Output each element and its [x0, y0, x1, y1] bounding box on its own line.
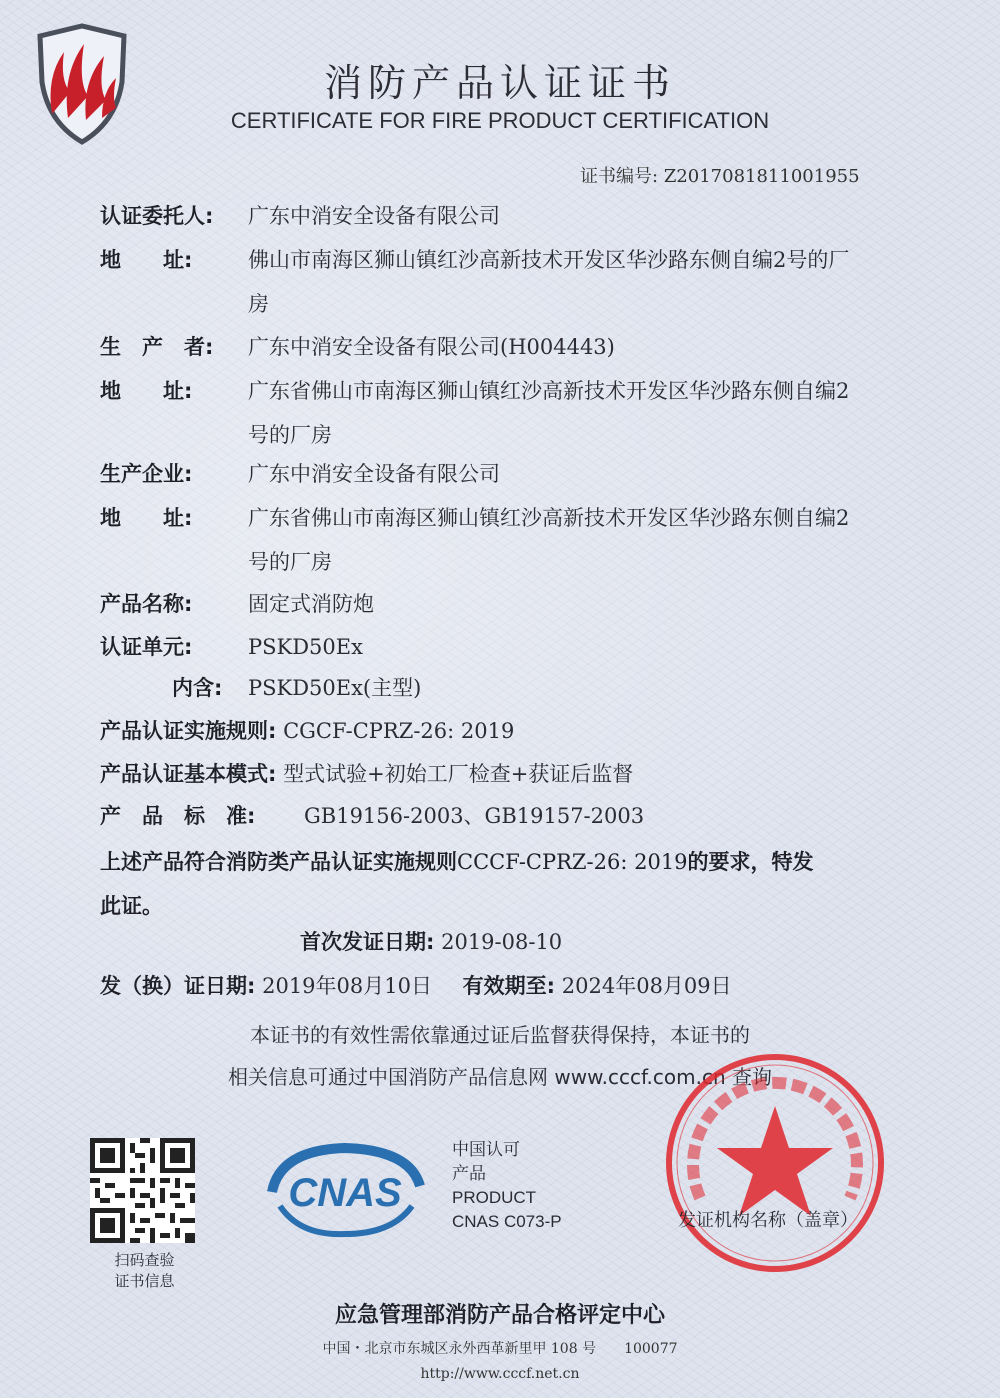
field-product-name — [100, 582, 374, 626]
qr-caption-line-2: 证书信息 — [114, 1272, 175, 1290]
valid-until-label: 有效期至: — [462, 974, 556, 998]
issuer-label: 发证机构名称（盖章） — [678, 1210, 858, 1231]
issue-date-value: 2019年08月10日 — [262, 974, 432, 998]
qr-caption-line-1: 扫码查验 — [114, 1251, 175, 1269]
certificate-title-cn: 消防产品认证证书 — [323, 61, 676, 105]
cnas-logo-text: CNAS — [288, 1171, 402, 1215]
product-name-label: 产品名称: — [100, 592, 193, 616]
cnas-line-4: CNAS C073-P — [452, 1212, 562, 1231]
certificate-number-label: 证书编号: — [580, 166, 659, 187]
certificate-number-value: Z2017081811001955 — [663, 166, 860, 187]
notice-line-2: 相关信息可通过中国消防产品信息网 www.cccf.com.cn 查询 — [228, 1065, 772, 1089]
qr-caption — [92, 1250, 197, 1292]
address-3-label: 地 址: — [100, 506, 193, 530]
address-1-line-2: 房 — [248, 292, 269, 316]
product-name-value: 固定式消防炮 — [248, 592, 374, 616]
field-contains — [172, 666, 421, 710]
certificate-number — [580, 162, 860, 188]
declaration-part-2: 的要求，特发 — [687, 850, 814, 874]
cert-unit-value: PSKD50Ex — [248, 635, 363, 659]
cnas-line-2: 产品 — [452, 1164, 486, 1183]
declaration — [100, 840, 870, 928]
qr-code-icon[interactable] — [90, 1138, 195, 1243]
address-2-line-2: 号的厂房 — [248, 423, 332, 447]
enterprise-value: 广东中消安全设备有限公司 — [248, 462, 500, 486]
field-address-1 — [100, 238, 849, 326]
issue-and-validity — [100, 964, 732, 1008]
notice-line-1: 本证书的有效性需依靠通过证后监督获得保持，本证书的 — [250, 1023, 750, 1047]
contains-value: PSKD50Ex(主型) — [248, 676, 422, 700]
standard-value: GB19156-2003、GB19157-2003 — [304, 804, 645, 828]
address-2-label: 地 址: — [100, 379, 193, 403]
producer-value: 广东中消安全设备有限公司(H004443) — [248, 335, 615, 359]
issuing-organization: 应急管理部消防产品合格评定中心 — [334, 1303, 665, 1328]
field-enterprise — [100, 452, 500, 496]
declaration-line-2: 此证。 — [100, 894, 163, 918]
cnas-line-1: 中国认可 — [452, 1140, 520, 1159]
field-standard — [100, 794, 644, 838]
standard-label: 产 品 标 准: — [100, 804, 256, 828]
field-cert-unit — [100, 625, 363, 669]
field-address-2 — [100, 369, 849, 457]
valid-until-value: 2024年08月09日 — [561, 974, 732, 998]
issue-date-label: 发（换）证日期: — [100, 974, 256, 998]
contains-label: 内含: — [172, 676, 223, 700]
field-producer — [100, 325, 615, 369]
field-address-3 — [100, 496, 849, 584]
cnas-logo-icon — [260, 1140, 430, 1240]
declaration-part-1: 上述产品符合消防类产品认证实施规则 — [100, 850, 457, 874]
cert-mode-value: 型式试验+初始工厂检查+获证后监督 — [283, 762, 634, 786]
client-label: 认证委托人: — [100, 204, 214, 228]
address-2-line-1: 广东省佛山市南海区狮山镇红沙高新技术开发区华沙路东侧自编2 — [248, 379, 850, 403]
field-impl-rule — [100, 709, 514, 753]
cert-unit-label: 认证单元: — [100, 635, 193, 659]
address-3-line-1: 广东省佛山市南海区狮山镇红沙高新技术开发区华沙路东侧自编2 — [248, 506, 850, 530]
first-issue-value: 2019-08-10 — [441, 930, 563, 954]
certificate-title-en: CERTIFICATE FOR FIRE PRODUCT CERTIFICATION — [230, 108, 770, 133]
impl-rule-value: CGCF-CPRZ-26: 2019 — [283, 719, 515, 743]
organization-url[interactable]: http://www.cccf.net.cn — [420, 1366, 580, 1382]
cert-mode-label: 产品认证基本模式: — [100, 762, 277, 786]
producer-label: 生 产 者: — [100, 335, 214, 359]
address-1-line-1: 佛山市南海区狮山镇红沙高新技术开发区华沙路东侧自编2号的厂 — [248, 248, 850, 272]
enterprise-label: 生产企业: — [100, 462, 193, 486]
field-client — [100, 194, 500, 238]
first-issue-label: 首次发证日期: — [300, 930, 435, 954]
field-cert-mode — [100, 752, 633, 796]
cnas-accreditation — [452, 1138, 562, 1234]
impl-rule-label: 产品认证实施规则: — [100, 719, 277, 743]
cnas-line-3: PRODUCT — [452, 1188, 537, 1207]
first-issue-date — [300, 920, 562, 964]
address-3-line-2: 号的厂房 — [248, 550, 332, 574]
official-seal-icon — [660, 1048, 890, 1278]
address-1-label: 地 址: — [100, 248, 193, 272]
client-value: 广东中消安全设备有限公司 — [248, 204, 500, 228]
declaration-code: CCCF-CPRZ-26: 2019 — [457, 850, 688, 874]
organization-address: 中国・北京市东城区永外西革新里甲 108 号 100077 — [322, 1341, 678, 1357]
